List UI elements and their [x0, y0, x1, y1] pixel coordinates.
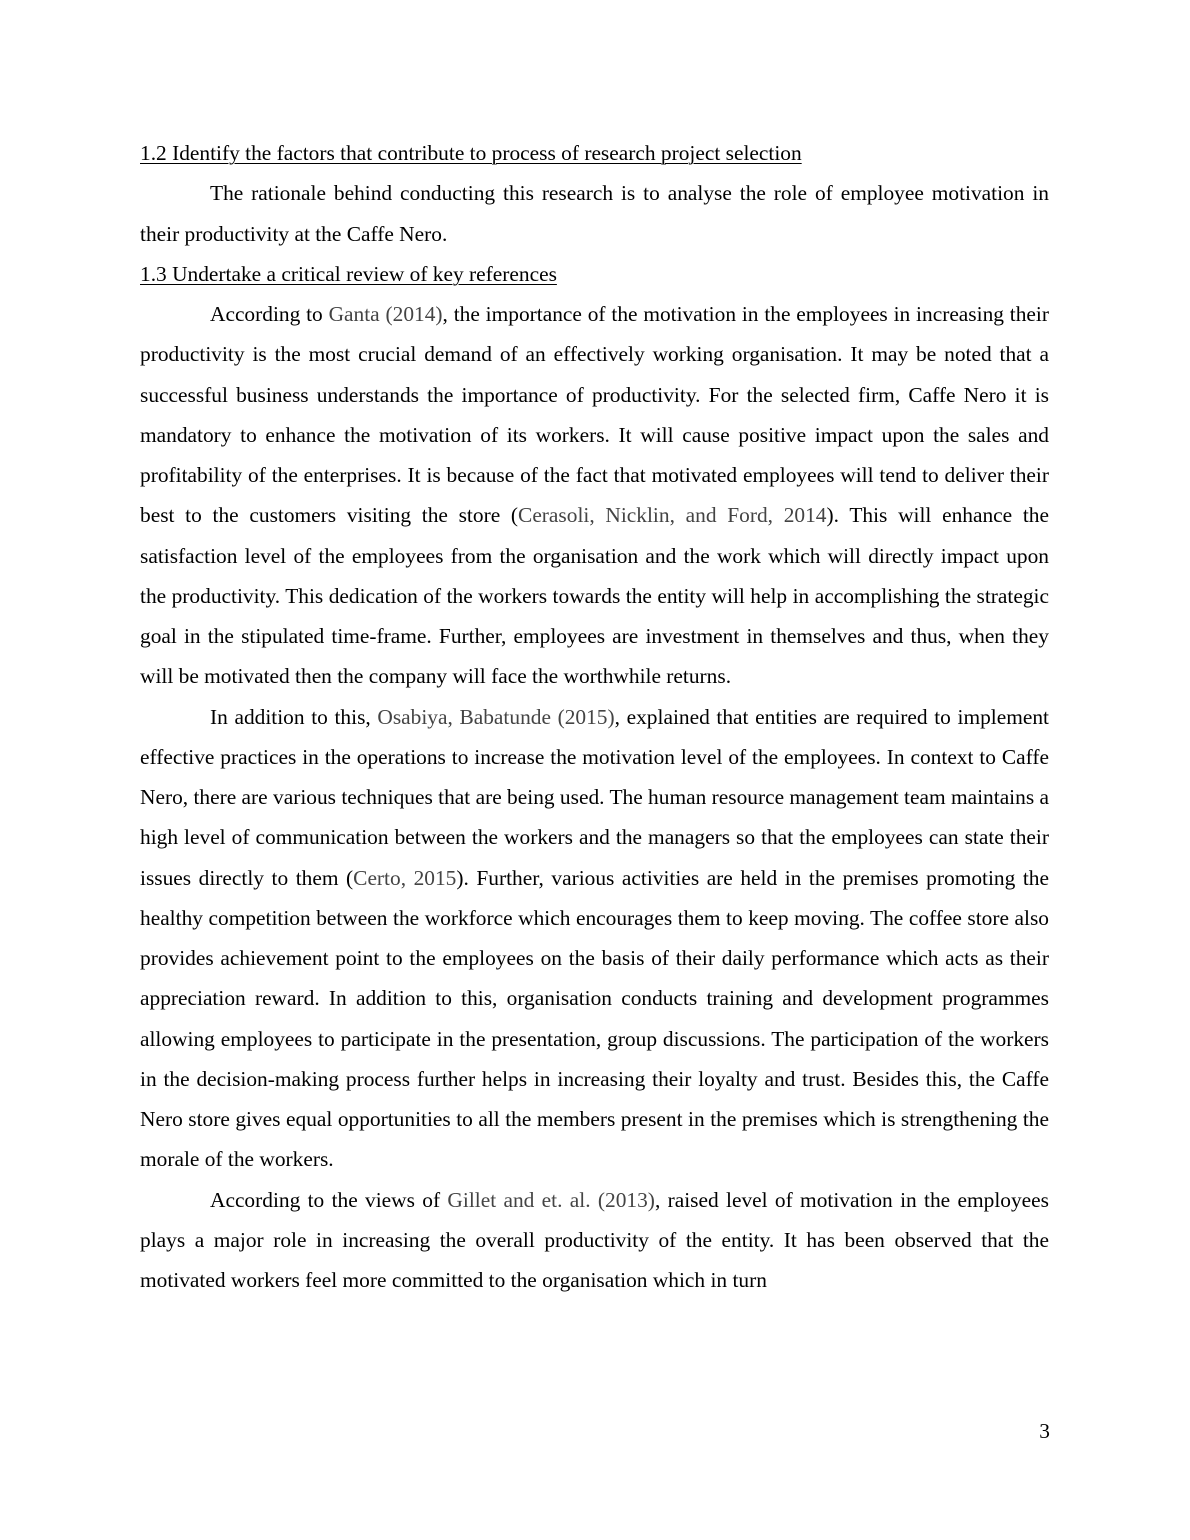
citation-cerasoli: Cerasoli, Nicklin, and Ford, 2014	[518, 503, 827, 528]
paragraph-text: In addition to this,	[210, 704, 378, 729]
paragraph-ganta	[140, 294, 1049, 697]
citation-ganta: Ganta (2014)	[328, 302, 443, 326]
citation-gillet: Gillet and et. al. (2013)	[447, 1187, 655, 1212]
paragraph-text: , raised level of motivation in the employees plays a major role in increasing the overall productivity of the entity. It has been observed that the motivated workers feel more committed to the organisation which in turn	[140, 1187, 1049, 1292]
paragraph-text: ). Further, various activities are held in the premises promoting the healthy competition between the workforce which encourages them to keep moving. The coffee store also provides achievement point to the employees on the basis of their daily performance which acts as their appreciation reward. In addition to this, organisation conducts training and development programmes allowing employees to participate in the presentation, group discussions. The participation of the workers in the decision-making process further helps in increasing their loyalty and trust. Besides this, the Caffe Nero store gives equal opportunities to all the members present in the premises which is strengthening the morale of the workers.	[140, 865, 1049, 1172]
paragraph-text: According to	[210, 302, 329, 326]
paragraph-text: According to the views of	[210, 1187, 448, 1212]
paragraph-text: , explained that entities are required to implement effective practices in the operations to increase the motivation level of the employees. In context to Caffe Nero, there are various techniques that are being used. The human resource management team maintains a high level of communication between the workers and the managers so that the employees can state their issues directly to them (	[140, 704, 1049, 890]
paragraph-text: ). This will enhance the satisfaction level of the employees from the organisation and the work which will directly impact upon the productivity. This dedication of the workers towards the entity will help in accomplishing the strategic goal in the stipulated time-frame. Further, employees are investment in themselves and thus, when they will be motivated then the company will face the worthwhile returns.	[140, 503, 1049, 689]
page-number: 3	[1039, 1419, 1050, 1443]
paragraph-gillet	[140, 1180, 1049, 1301]
paragraph-osabiya	[140, 697, 1049, 1180]
paragraph-text: , the importance of the motivation in the employees in increasing their productivity is the most crucial demand of an effectively working organisation. It may be noted that a successful business understands the importance of productivity. For the selected firm, Caffe Nero it is mandatory to enhance the motivation of its workers. It will cause positive impact upon the sales and profitability of the enterprises. It is because of the fact that motivated employees will tend to deliver their best to the customers visiting the store (	[140, 302, 1049, 528]
section-heading-1-3: 1.3 Undertake a critical review of key references	[140, 261, 557, 286]
page-content	[140, 133, 1049, 1300]
citation-certo: Certo, 2015	[353, 865, 457, 890]
section-heading-1-2: 1.2 Identify the factors that contribute to process of research project selection	[140, 141, 802, 165]
citation-osabiya: Osabiya, Babatunde (2015)	[377, 704, 615, 729]
paragraph-rationale: The rationale behind conducting this research is to analyse the role of employee motivation in their productivity at the Caffe Nero.	[140, 181, 1049, 246]
